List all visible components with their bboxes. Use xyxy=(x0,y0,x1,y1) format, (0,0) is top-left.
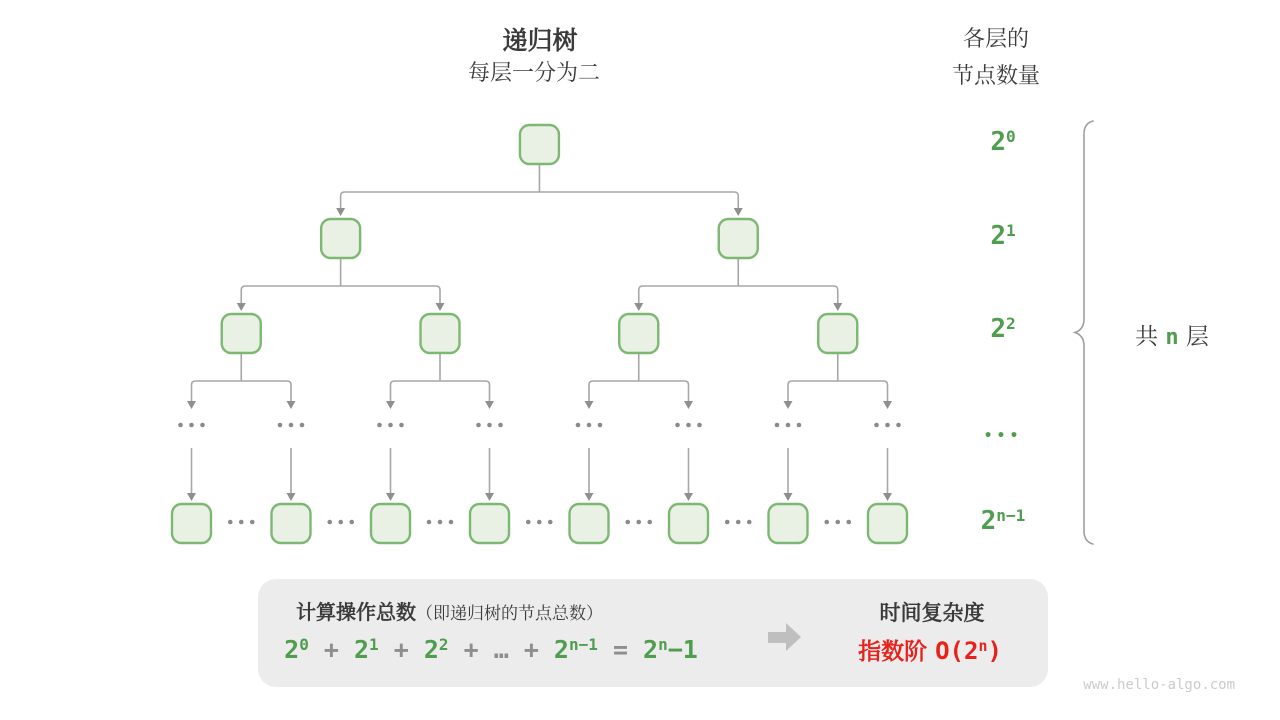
diagram-title: 递归树 xyxy=(502,26,578,55)
ellipsis-dot xyxy=(786,423,791,428)
tree-node xyxy=(371,504,410,543)
ellipsis-dot xyxy=(675,423,680,428)
ellipsis-dot xyxy=(399,423,404,428)
superscript: n xyxy=(658,634,668,654)
right-arrow-icon-head xyxy=(786,623,801,651)
tree-node xyxy=(619,314,658,353)
text-segment: 共 xyxy=(1135,324,1166,350)
text-segment: $2^{n-1}$ xyxy=(980,505,1026,536)
right-column-header xyxy=(936,21,1056,95)
ellipsis-dot xyxy=(526,520,531,525)
arrowhead-icon xyxy=(287,493,296,501)
right-arrow-icon xyxy=(768,632,787,643)
ellipsis-dot xyxy=(228,520,233,525)
arrowhead-icon xyxy=(436,303,445,311)
ellipsis-dot xyxy=(846,520,851,525)
ellipsis-dot xyxy=(598,423,603,428)
tree-node xyxy=(868,504,907,543)
ellipsis-dot xyxy=(487,423,492,428)
level-count-label xyxy=(958,220,1048,255)
superscript: 1 xyxy=(1005,220,1016,240)
arrowhead-icon xyxy=(684,401,693,409)
text-segment: （即递归树的节点总数） xyxy=(416,604,603,624)
diagram-subtitle: 每层一分为二 xyxy=(467,61,600,86)
connector-path xyxy=(341,192,739,208)
text-segment: $2^2$ xyxy=(990,313,1016,344)
text-segment: ••• xyxy=(983,428,1023,444)
ellipsis-dot xyxy=(200,423,205,428)
levels-brace xyxy=(1075,121,1093,544)
ellipsis-dot xyxy=(775,423,780,428)
ellipsis-dot xyxy=(625,520,630,525)
ellipsis-dot xyxy=(498,423,503,428)
text-segment: … xyxy=(493,635,509,664)
text-segment: $2^1$ xyxy=(990,220,1016,251)
ellipsis-dot xyxy=(189,423,194,428)
arrowhead-icon xyxy=(883,401,892,409)
text-segment: $2^0$ xyxy=(990,126,1016,157)
text-segment: 层 xyxy=(1178,324,1209,350)
connector-path xyxy=(639,286,838,303)
text-segment: O(2$^n$ xyxy=(935,637,988,665)
arrowhead-icon xyxy=(883,493,892,501)
ellipsis-dot xyxy=(476,423,481,428)
arrowhead-icon xyxy=(237,303,246,311)
superscript: 2 xyxy=(1005,313,1016,333)
arrowhead-icon xyxy=(386,401,395,409)
connector-path xyxy=(788,381,888,401)
arrowhead-icon xyxy=(585,493,594,501)
ellipsis-dot xyxy=(338,520,343,525)
text-segment: $2^2$ xyxy=(423,634,449,664)
ellipsis-dot xyxy=(537,520,542,525)
arrowhead-icon xyxy=(784,493,793,501)
arrowhead-icon xyxy=(634,303,643,311)
ellipsis-dot xyxy=(797,423,802,428)
text-segment: 计算操作总数 xyxy=(296,600,416,624)
text-segment: = xyxy=(597,635,644,664)
text-segment: + xyxy=(508,635,554,664)
ellipsis-dot xyxy=(349,520,354,525)
ellipsis-dot xyxy=(636,520,641,525)
arrowhead-icon xyxy=(585,401,594,409)
text-segment: 2$^n$ xyxy=(643,634,668,664)
ellipsis-dot xyxy=(647,520,652,525)
text-segment: $2^1$ xyxy=(353,634,379,664)
text-segment: + xyxy=(378,635,424,664)
superscript: n xyxy=(978,637,988,656)
arrowhead-icon xyxy=(187,401,196,409)
tree-node xyxy=(272,504,311,543)
ellipsis-dot xyxy=(725,520,730,525)
ellipsis-dot xyxy=(449,520,454,525)
tree-node xyxy=(172,504,211,543)
connector-path xyxy=(192,381,292,401)
ellipsis-dot xyxy=(874,423,879,428)
ellipsis-dot xyxy=(438,520,443,525)
arrowhead-icon xyxy=(336,208,345,216)
superscript: n−1 xyxy=(996,505,1026,525)
text-segment: $2^0$ xyxy=(284,634,309,664)
summary-title xyxy=(296,596,603,625)
ellipsis-dot xyxy=(388,423,393,428)
arrowhead-icon xyxy=(485,493,494,501)
ellipsis-dot xyxy=(576,423,581,428)
ellipsis-dot xyxy=(747,520,752,525)
tree-node xyxy=(769,504,808,543)
arrowhead-icon xyxy=(833,303,842,311)
right-column-header-line2: 节点数量 xyxy=(951,64,1040,89)
ellipsis-dot xyxy=(896,423,901,428)
arrowhead-icon xyxy=(386,493,395,501)
ellipsis-dot xyxy=(885,423,890,428)
text-segment: + xyxy=(308,635,354,664)
summary-formula xyxy=(266,635,716,664)
connector-path xyxy=(589,381,689,401)
arrowhead-icon xyxy=(734,208,743,216)
ellipsis-dot xyxy=(327,520,332,525)
ellipsis-dot xyxy=(835,520,840,525)
ellipsis-dot xyxy=(548,520,553,525)
arrowhead-icon xyxy=(485,401,494,409)
text-segment: ) xyxy=(987,637,1002,665)
time-complexity-value xyxy=(820,633,1040,666)
ellipsis-dot xyxy=(736,520,741,525)
arrowhead-icon xyxy=(784,401,793,409)
ellipsis-dot xyxy=(289,423,294,428)
ellipsis-dot xyxy=(686,423,691,428)
tree-node xyxy=(470,504,509,543)
superscript: 0 xyxy=(1005,126,1016,146)
level-count-label xyxy=(958,416,1048,448)
ellipsis-dot xyxy=(250,520,255,525)
time-complexity-title: 时间复杂度 xyxy=(879,601,985,625)
tree-node xyxy=(421,314,460,353)
level-count-label xyxy=(958,313,1048,348)
text-segment: n xyxy=(1165,325,1179,350)
ellipsis-dot xyxy=(239,520,244,525)
ellipsis-dot xyxy=(587,423,592,428)
text-segment: $2^{n-1}$ xyxy=(553,634,598,664)
superscript: 1 xyxy=(369,634,379,654)
ellipsis-dot xyxy=(300,423,305,428)
right-column-header-line1: 各层的 xyxy=(962,27,1029,52)
arrowhead-icon xyxy=(684,493,693,501)
ellipsis-dot xyxy=(377,423,382,428)
ellipsis-dot xyxy=(278,423,283,428)
tree-node xyxy=(222,314,261,353)
total-levels-label xyxy=(1116,318,1228,351)
text-segment: 指数阶 xyxy=(858,639,936,665)
text-segment: −1 xyxy=(667,635,698,664)
superscript: 2 xyxy=(438,634,449,654)
ellipsis-dot xyxy=(824,520,829,525)
tree-node xyxy=(570,504,609,543)
tree-node xyxy=(719,219,758,258)
tree-node xyxy=(321,219,360,258)
text-segment: + xyxy=(448,635,494,664)
arrowhead-icon xyxy=(187,493,196,501)
watermark: www.hello-algo.com xyxy=(1083,677,1235,693)
arrowhead-icon xyxy=(287,401,296,409)
tree-node xyxy=(669,504,708,543)
connector-path xyxy=(241,286,440,303)
tree-node xyxy=(520,125,559,164)
ellipsis-dot xyxy=(178,423,183,428)
level-count-label xyxy=(958,505,1048,540)
tree-node xyxy=(818,314,857,353)
superscript: 0 xyxy=(299,634,309,654)
superscript: n−1 xyxy=(568,634,598,654)
connector-path xyxy=(391,381,490,401)
ellipsis-dot xyxy=(427,520,432,525)
ellipsis-dot xyxy=(697,423,702,428)
level-count-label xyxy=(958,126,1048,161)
